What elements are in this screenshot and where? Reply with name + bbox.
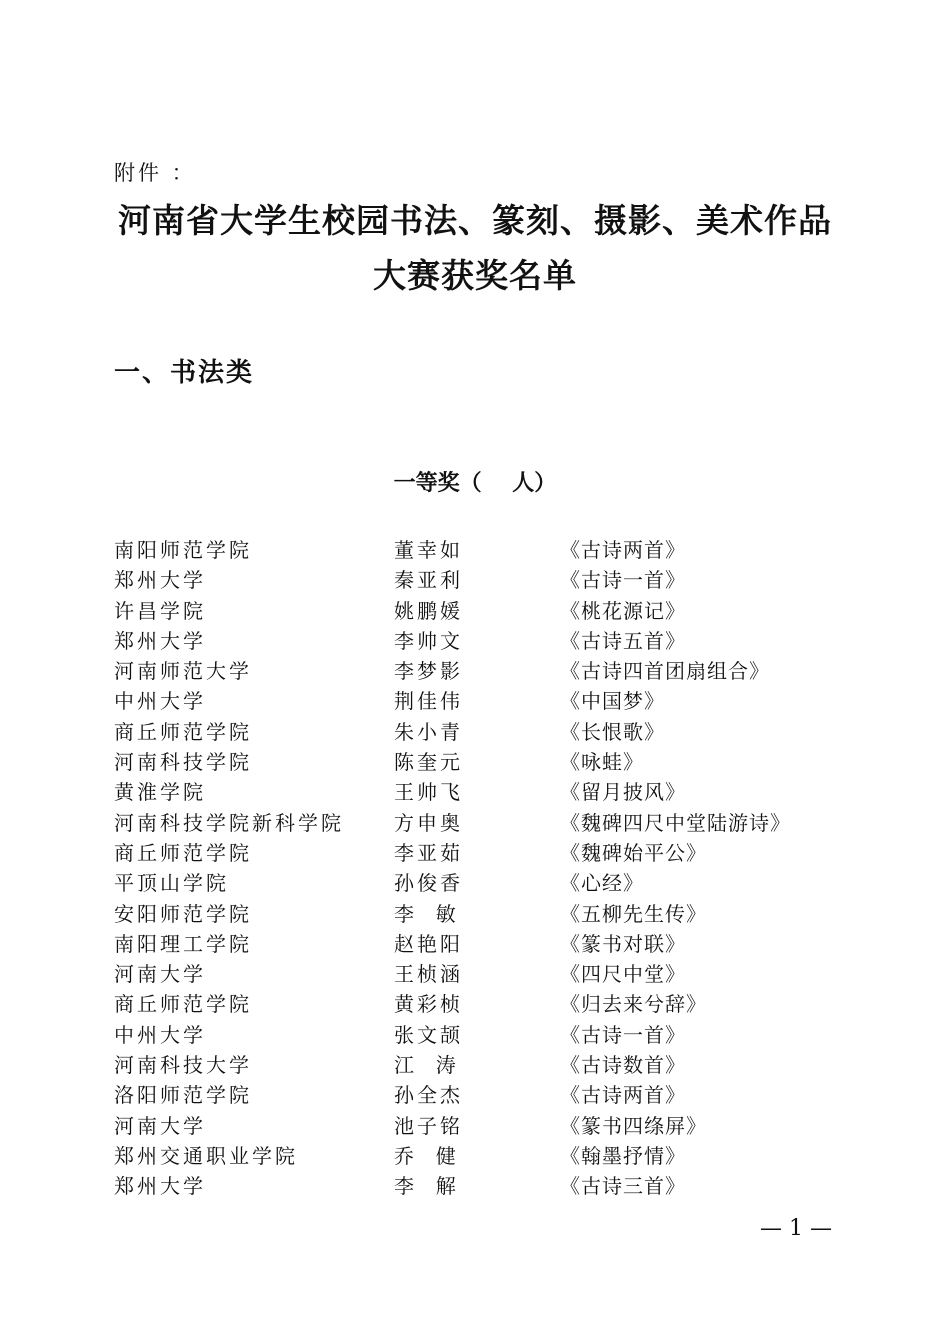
winner-row bbox=[114, 655, 854, 685]
document-title-line-1: 河南省大学生校园书法、篆刻、摄影、美术作品 bbox=[118, 201, 832, 240]
document-title-line-2: 大赛获奖名单 bbox=[373, 256, 577, 295]
winner-row bbox=[114, 928, 854, 958]
winner-row bbox=[114, 1170, 854, 1200]
winner-row bbox=[114, 1019, 854, 1049]
work-title: 《心经》 bbox=[560, 871, 644, 896]
work-title: 《归去来兮辞》 bbox=[560, 992, 707, 1017]
winner-row bbox=[114, 746, 854, 776]
work-title: 《桃花源记》 bbox=[560, 598, 686, 623]
work-title: 《古诗四首团扇组合》 bbox=[560, 659, 770, 684]
school-name: 南阳师范学院 bbox=[114, 538, 252, 562]
winner-row bbox=[114, 837, 854, 867]
winner-row bbox=[114, 1079, 854, 1109]
school-name: 南阳理工学院 bbox=[114, 931, 252, 956]
winner-name: 王帅飞 bbox=[394, 780, 463, 805]
section-heading: 一、书法类 bbox=[114, 358, 255, 388]
winner-row bbox=[114, 595, 854, 625]
work-title: 《古诗两首》 bbox=[560, 1083, 686, 1108]
school-name: 河南大学 bbox=[114, 962, 206, 987]
work-title: 《中国梦》 bbox=[560, 689, 665, 714]
winner-name: 李亚茹 bbox=[394, 840, 463, 865]
page-number: — 1 — bbox=[760, 1216, 832, 1241]
winner-row bbox=[114, 1049, 854, 1079]
work-title: 《篆书对联》 bbox=[560, 931, 686, 956]
work-title: 《篆书四绦屏》 bbox=[560, 1113, 707, 1138]
winner-name: 秦亚利 bbox=[394, 568, 463, 593]
attachment-label: 附件 ： bbox=[114, 161, 196, 185]
work-title: 《古诗两首》 bbox=[560, 538, 686, 562]
winner-name: 孙俊香 bbox=[394, 871, 463, 896]
winner-name: 陈奎元 bbox=[394, 750, 463, 775]
winner-row bbox=[114, 898, 854, 928]
winner-row bbox=[114, 564, 854, 594]
winner-name: 董幸如 bbox=[394, 538, 463, 562]
work-title: 《五柳先生传》 bbox=[560, 901, 707, 926]
winner-row bbox=[114, 958, 854, 988]
school-name: 安阳师范学院 bbox=[114, 901, 252, 926]
winner-row bbox=[114, 807, 854, 837]
work-title: 《魏碑始平公》 bbox=[560, 840, 707, 865]
work-title: 《留月披风》 bbox=[560, 780, 686, 805]
work-title: 《古诗五首》 bbox=[560, 628, 686, 653]
school-name: 郑州交通职业学院 bbox=[114, 1143, 298, 1168]
winner-name: 朱小青 bbox=[394, 719, 463, 744]
winner-name: 张文颉 bbox=[394, 1022, 463, 1047]
school-name: 平顶山学院 bbox=[114, 871, 229, 896]
winner-row bbox=[114, 625, 854, 655]
work-title: 《古诗数首》 bbox=[560, 1053, 686, 1078]
work-title: 《四尺中堂》 bbox=[560, 962, 686, 987]
winner-name: 李 解 bbox=[394, 1174, 459, 1199]
winner-name: 李 敏 bbox=[394, 901, 459, 926]
work-title: 《咏蛙》 bbox=[560, 750, 644, 775]
school-name: 郑州大学 bbox=[114, 568, 206, 593]
school-name: 河南科技大学 bbox=[114, 1053, 252, 1078]
winner-row bbox=[114, 1110, 854, 1140]
school-name: 洛阳师范学院 bbox=[114, 1083, 252, 1108]
award-heading: 一等奖（ 人） bbox=[393, 470, 557, 496]
school-name: 郑州大学 bbox=[114, 1174, 206, 1199]
winner-name: 荆佳伟 bbox=[394, 689, 463, 714]
work-title: 《魏碑四尺中堂陆游诗》 bbox=[560, 810, 791, 835]
school-name: 商丘师范学院 bbox=[114, 992, 252, 1017]
winner-name: 池子铭 bbox=[394, 1113, 463, 1138]
work-title: 《古诗一首》 bbox=[560, 568, 686, 593]
winner-row bbox=[114, 716, 854, 746]
school-name: 河南师范大学 bbox=[114, 659, 252, 684]
winner-row bbox=[114, 534, 854, 564]
work-title: 《长恨歌》 bbox=[560, 719, 665, 744]
winner-row bbox=[114, 685, 854, 715]
winner-name: 李帅文 bbox=[394, 628, 463, 653]
school-name: 商丘师范学院 bbox=[114, 840, 252, 865]
winner-name: 姚鹏媛 bbox=[394, 598, 463, 623]
work-title: 《翰墨抒情》 bbox=[560, 1143, 686, 1168]
winner-row bbox=[114, 1140, 854, 1170]
school-name: 河南科技学院新科学院 bbox=[114, 810, 344, 835]
winners-list bbox=[114, 534, 854, 1201]
winner-row bbox=[114, 988, 854, 1018]
winner-name: 王桢涵 bbox=[394, 962, 463, 987]
winner-name: 赵艳阳 bbox=[394, 931, 463, 956]
winner-name: 孙全杰 bbox=[394, 1083, 463, 1108]
work-title: 《古诗三首》 bbox=[560, 1174, 686, 1199]
work-title: 《古诗一首》 bbox=[560, 1022, 686, 1047]
school-name: 郑州大学 bbox=[114, 628, 206, 653]
winner-name: 方申奥 bbox=[394, 810, 463, 835]
school-name: 许昌学院 bbox=[114, 598, 206, 623]
winner-row bbox=[114, 776, 854, 806]
winner-name: 江 涛 bbox=[394, 1053, 459, 1078]
winner-name: 李梦影 bbox=[394, 659, 463, 684]
school-name: 黄淮学院 bbox=[114, 780, 206, 805]
school-name: 河南大学 bbox=[114, 1113, 206, 1138]
school-name: 中州大学 bbox=[114, 1022, 206, 1047]
winner-row bbox=[114, 867, 854, 897]
school-name: 中州大学 bbox=[114, 689, 206, 714]
winner-name: 乔 健 bbox=[394, 1143, 459, 1168]
winner-name: 黄彩桢 bbox=[394, 992, 463, 1017]
school-name: 河南科技学院 bbox=[114, 750, 252, 775]
school-name: 商丘师范学院 bbox=[114, 719, 252, 744]
